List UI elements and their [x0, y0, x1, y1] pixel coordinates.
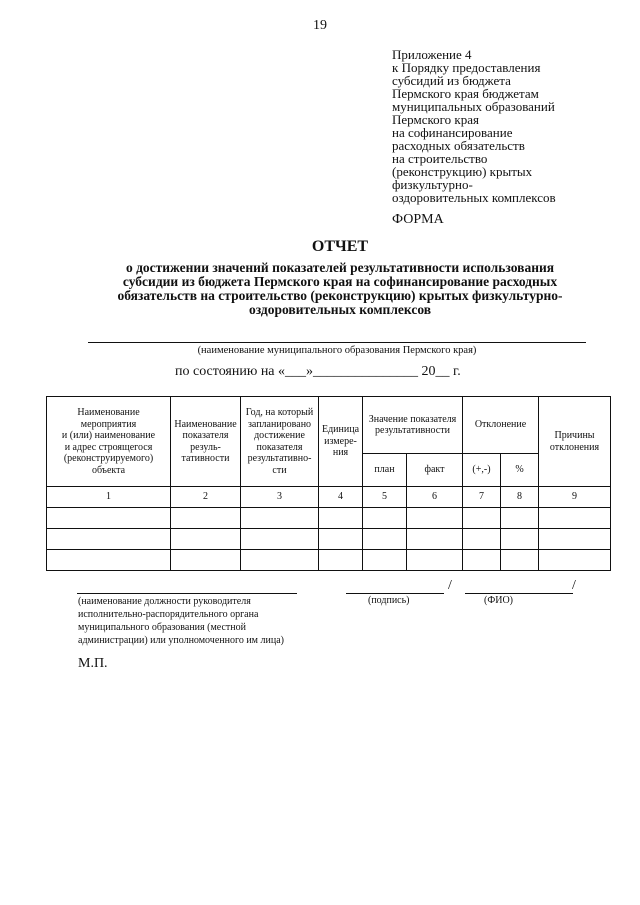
subtitle-line: обязательств на строительство (реконструкцию) крытых физкультурно-	[117, 288, 563, 303]
position-caption: (наименование должности руководителя исполнительно-распорядительного органа муниципального образования (местной администрации) или уполномоченного им лица)	[78, 596, 284, 646]
signature-caption: (подпись)	[368, 595, 410, 606]
table-row	[47, 508, 611, 529]
appendix-line: оздоровительных комплексов	[392, 190, 556, 205]
appendix-line: на строительство	[392, 151, 488, 166]
subtitle-line: субсидии из бюджета Пермского края на софинансирование расходных	[122, 274, 558, 289]
column-number: 8	[501, 487, 539, 508]
column-number: 9	[539, 487, 611, 508]
signature-separator: /	[572, 578, 576, 593]
full-name-caption: (ФИО)	[484, 595, 514, 606]
table-cell[interactable]	[241, 529, 319, 550]
report-title: ОТЧЕТ	[311, 238, 369, 255]
report-subtitle	[80, 261, 600, 317]
column-number: 2	[171, 487, 241, 508]
page-number: 19	[313, 18, 327, 33]
table-cell[interactable]	[47, 508, 171, 529]
header-fact: факт	[407, 454, 463, 487]
appendix-line: муниципальных образований	[392, 99, 555, 114]
appendix-line: (реконструкцию) крытых	[392, 164, 533, 179]
table-cell[interactable]	[47, 550, 171, 571]
table-cell[interactable]	[407, 529, 463, 550]
table-cell[interactable]	[171, 550, 241, 571]
header-indicator: Наименование показателя резуль- тативности	[171, 397, 241, 487]
appendix-line: субсидий из бюджета	[392, 73, 511, 88]
appendix-line: к Порядку предоставления	[392, 60, 541, 75]
municipal-name-caption: (наименование муниципального образования Пермского края)	[197, 345, 477, 356]
table-cell[interactable]	[539, 529, 611, 550]
header-unit: Единица измере- ния	[319, 397, 363, 487]
appendix-line: Приложение 4	[392, 47, 472, 62]
municipal-name-line[interactable]	[88, 342, 586, 343]
appendix-line: расходных обязательств	[392, 138, 525, 153]
table-cell[interactable]	[501, 508, 539, 529]
table-cell[interactable]	[363, 529, 407, 550]
form-label: ФОРМА	[392, 212, 444, 227]
signature-line[interactable]	[346, 593, 444, 594]
table-cell[interactable]	[501, 550, 539, 571]
table-cell[interactable]	[319, 508, 363, 529]
table-row	[47, 529, 611, 550]
table-cell[interactable]	[407, 550, 463, 571]
table-cell[interactable]	[171, 529, 241, 550]
header-indicator-value: Значение показателя результативности	[363, 397, 463, 454]
status-date-line[interactable]: по состоянию на «___»_______________ 20__ г.	[175, 364, 461, 379]
table-cell[interactable]	[47, 529, 171, 550]
table-cell[interactable]	[241, 508, 319, 529]
column-number: 6	[407, 487, 463, 508]
position-signature-line[interactable]	[77, 593, 297, 594]
signature-separator: /	[448, 578, 452, 593]
column-number: 3	[241, 487, 319, 508]
header-reasons: Причины отклонения	[539, 397, 611, 487]
header-deviation-sign: (+,-)	[463, 454, 501, 487]
table-row	[47, 550, 611, 571]
appendix-line: Пермского края	[392, 112, 479, 127]
column-number: 7	[463, 487, 501, 508]
column-number: 5	[363, 487, 407, 508]
table-cell[interactable]	[407, 508, 463, 529]
table-cell[interactable]	[241, 550, 319, 571]
table-cell[interactable]	[319, 550, 363, 571]
subtitle-line: о достижении значений показателей результативности использования	[125, 260, 555, 275]
table-cell[interactable]	[463, 508, 501, 529]
appendix-block	[392, 48, 632, 204]
header-year: Год, на который запланировано достижение показателя результативно- сти	[241, 397, 319, 487]
subtitle-line: оздоровительных комплексов	[248, 302, 432, 317]
full-name-line[interactable]	[465, 593, 573, 594]
appendix-line: на софинансирование	[392, 125, 513, 140]
column-number: 4	[319, 487, 363, 508]
header-plan: план	[363, 454, 407, 487]
column-number: 1	[47, 487, 171, 508]
header-object: Наименование мероприятия и (или) наименование и адрес строящегося (реконструируемого) объекта	[47, 397, 171, 487]
table-cell[interactable]	[171, 508, 241, 529]
stamp-label: М.П.	[78, 656, 108, 671]
table-cell[interactable]	[463, 529, 501, 550]
table-cell[interactable]	[539, 508, 611, 529]
table-cell[interactable]	[539, 550, 611, 571]
table-cell[interactable]	[501, 529, 539, 550]
report-table	[46, 396, 611, 571]
header-deviation-percent: %	[501, 454, 539, 487]
table-cell[interactable]	[363, 550, 407, 571]
column-number-row	[47, 487, 611, 508]
table-cell[interactable]	[463, 550, 501, 571]
appendix-line: физкультурно-	[392, 177, 473, 192]
appendix-line: Пермского края бюджетам	[392, 86, 539, 101]
table-cell[interactable]	[319, 529, 363, 550]
header-deviation: Отклонение	[463, 397, 539, 454]
table-cell[interactable]	[363, 508, 407, 529]
